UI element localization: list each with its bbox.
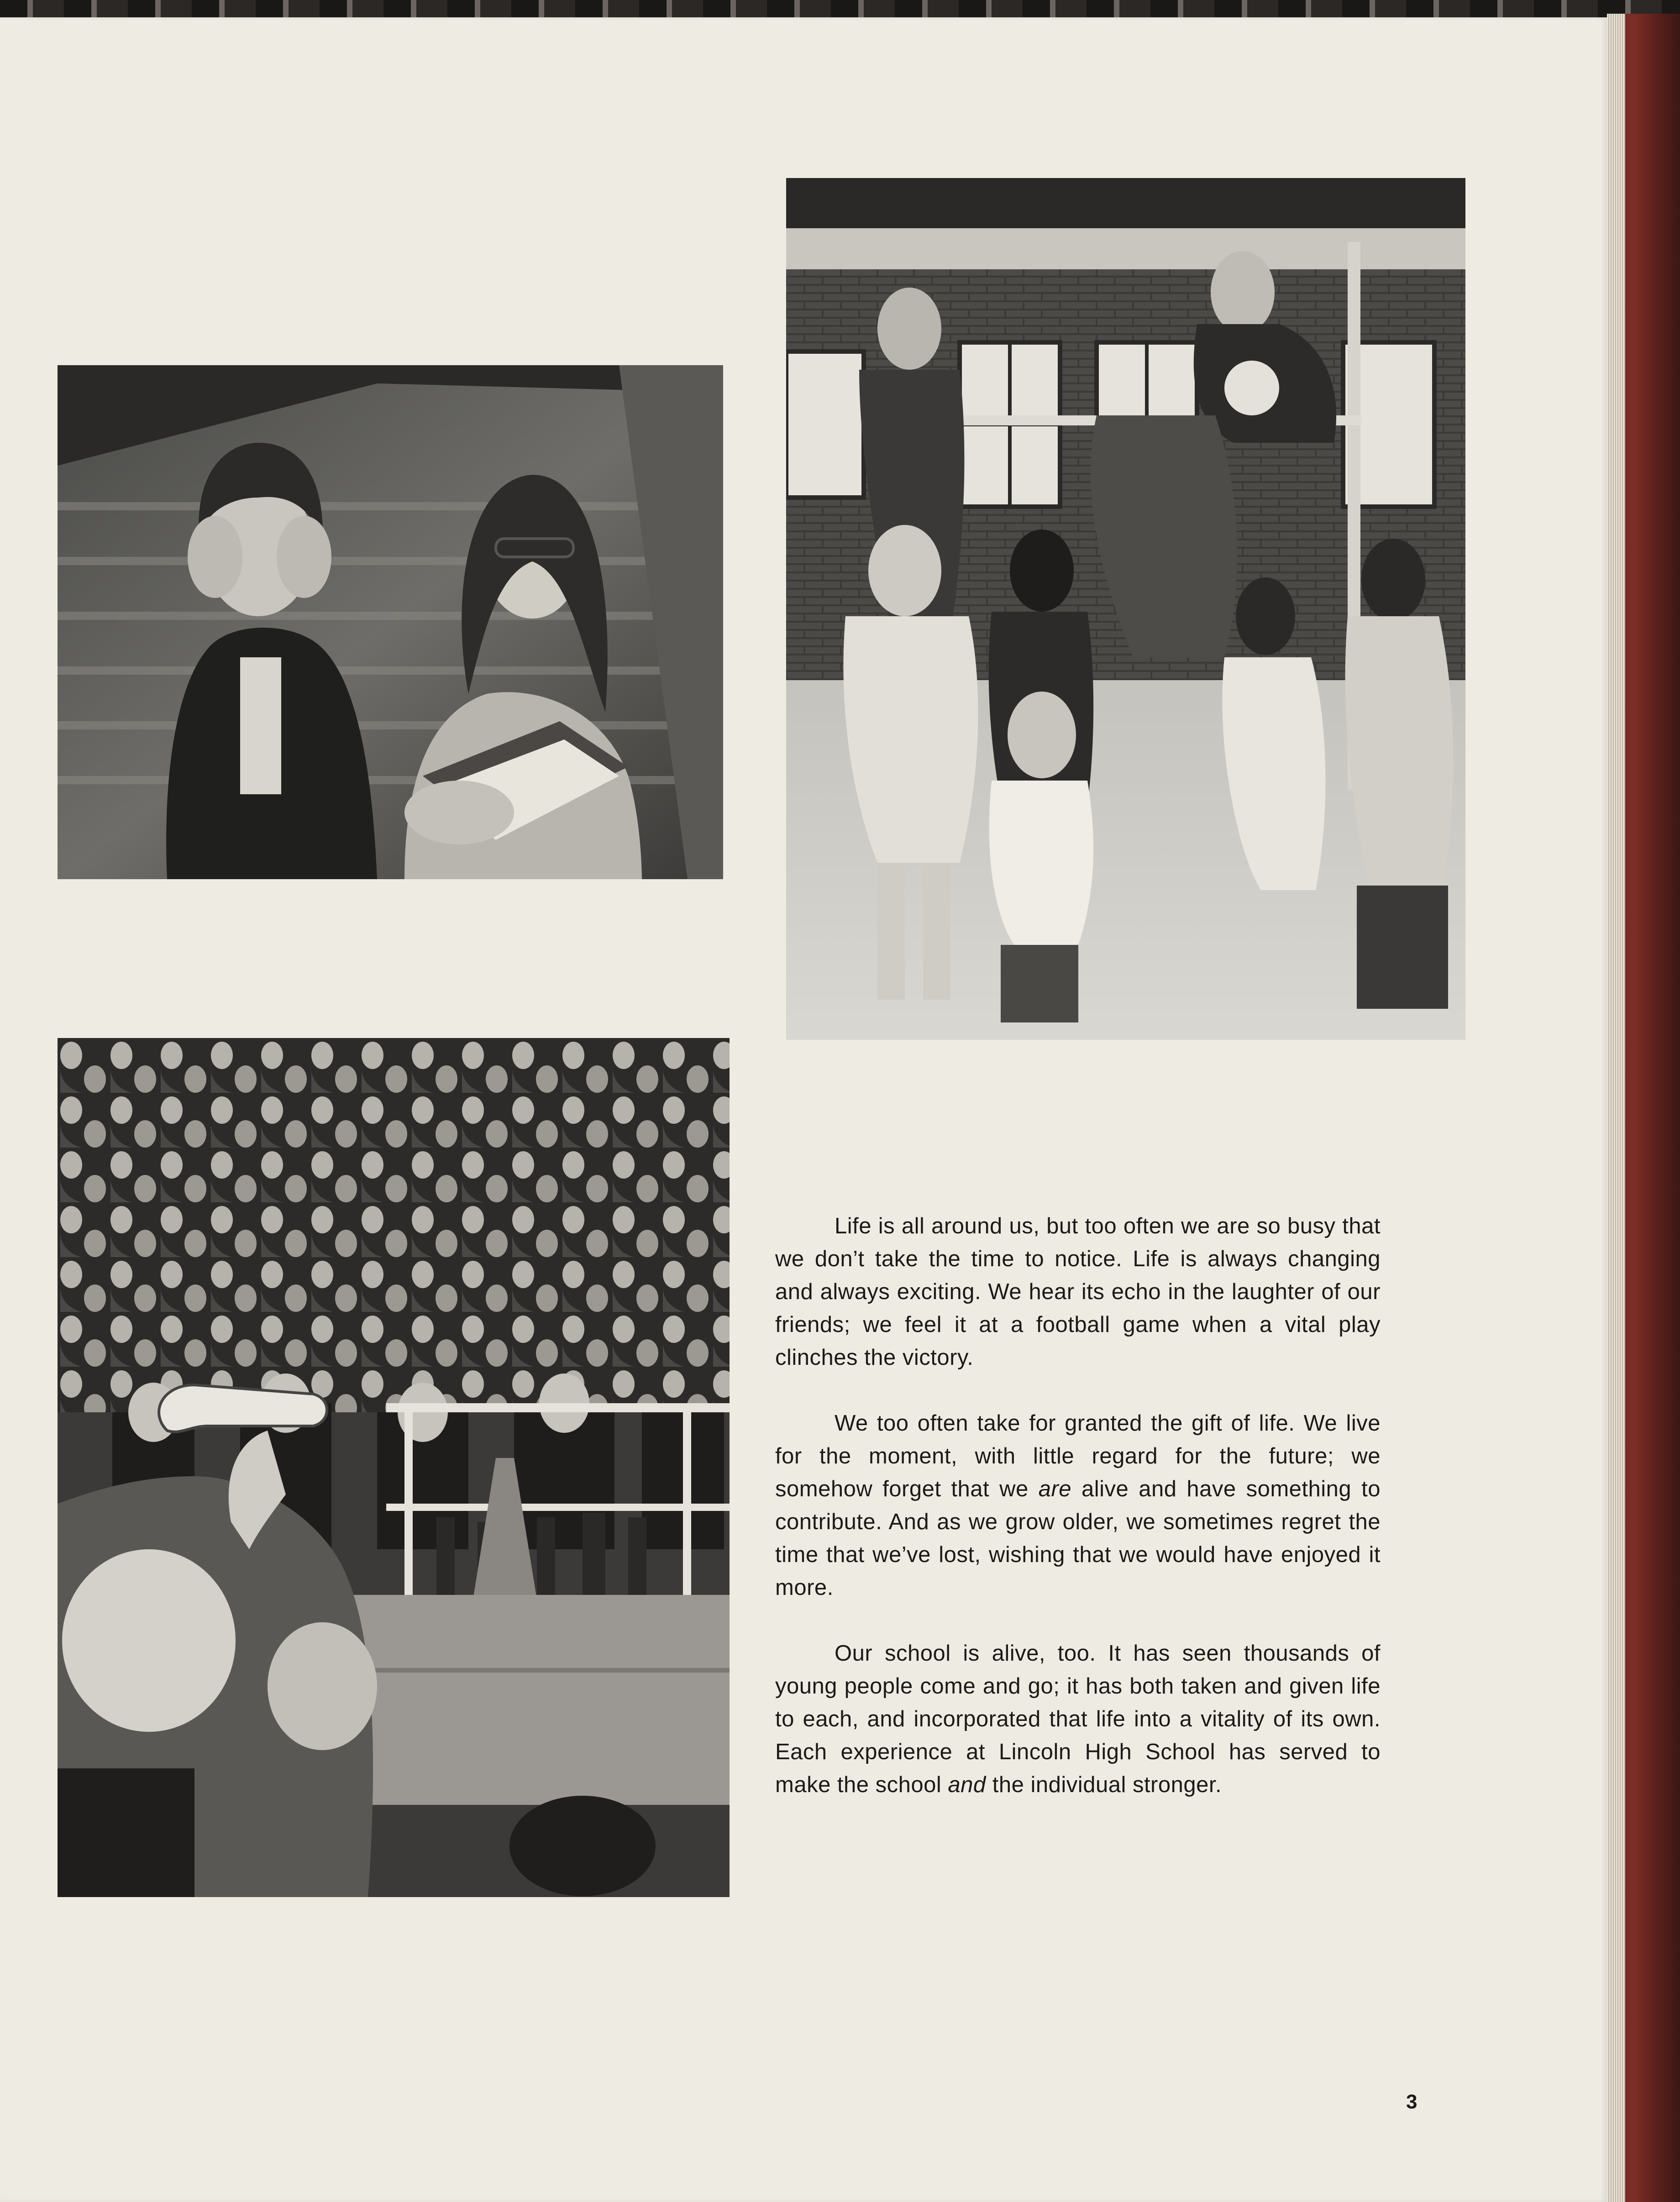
book-cover-edge: [1607, 14, 1680, 2202]
photo-children-on-playground: [786, 178, 1465, 1040]
paragraph-3-text-a: Our school is alive, too. It has seen thousands of young people come and go; it has both taken and given life to each, and incorporated that life into a vitality of its own. Each experience at Lincoln High School has served to make the school: [775, 1641, 1381, 1797]
paragraph-3: [775, 1637, 1381, 1801]
paragraph-2: [775, 1407, 1381, 1604]
playground-photo-image: [786, 178, 1465, 1040]
paragraph-2-emphasis: are: [1038, 1477, 1072, 1501]
paragraph-1: [775, 1210, 1381, 1374]
paragraph-2-text-a: We too often take for granted the gift of life. We live for the moment, with little regard for the future; we somehow forget that we: [775, 1411, 1381, 1501]
scanner-edge: [0, 0, 1680, 18]
crowd-photo-image: [58, 1038, 730, 1897]
paragraph-1-text: Life is all around us, but too often we are so busy that we don’t take the time to notice. Life is always changing and always exciting. We hear its echo in the laughter of our friends; we feel it at a football game when a vital play clinches the victory.: [775, 1214, 1381, 1370]
photo-cheering-crowd: [58, 1038, 730, 1897]
paragraph-2-text-b: alive and have something to contribute. And as we grow older, we sometimes regret the time that we’ve lost, wishing that we would have enjoyed it more.: [775, 1477, 1381, 1600]
paragraph-3-text-b: the individual stronger.: [986, 1772, 1222, 1797]
page-stack-edge: [1607, 14, 1625, 2202]
page-number: 3: [1406, 2091, 1418, 2113]
body-text: [775, 1210, 1381, 1834]
stairs-photo-image: [58, 365, 723, 879]
photo-students-on-stairs: [58, 365, 723, 879]
paragraph-3-emphasis: and: [948, 1772, 986, 1797]
